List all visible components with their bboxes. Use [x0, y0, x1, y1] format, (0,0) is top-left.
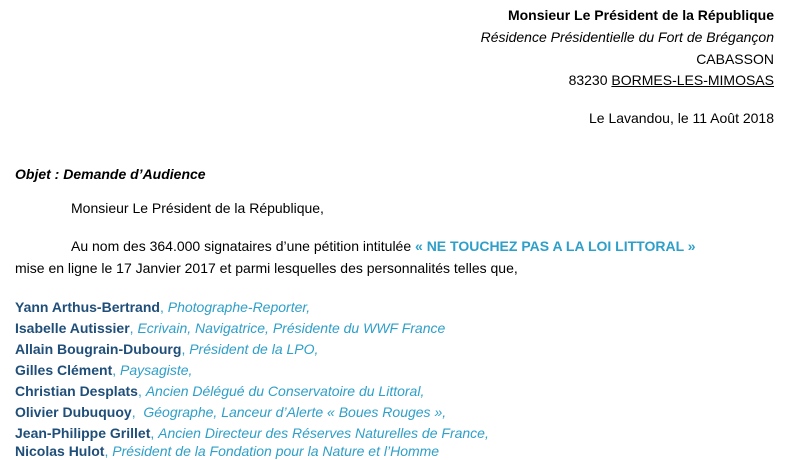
person-role: Ecrivain, Navigatrice, Présidente du WWF France [137, 320, 446, 336]
separator: , [181, 341, 190, 357]
recipient-address [569, 71, 774, 89]
recipient-residence: Résidence Présidentielle du Fort de Brégançon [480, 29, 774, 45]
person-role: Président de la LPO, [189, 341, 319, 357]
separator: , [159, 299, 168, 315]
person-role: Président de la Fondation pour la Nature et l’Homme [112, 443, 440, 459]
person-role: Ancien Délégué du Conservatoire du Littoral, [145, 383, 425, 399]
person-name: Allain Bougrain-Dubourg [15, 341, 182, 357]
list-item [15, 424, 489, 442]
person-name: Christian Desplats [15, 383, 138, 399]
salutation: Monsieur Le Président de la République, [71, 200, 324, 216]
person-role: Géographe, Lanceur d’Alerte « Boues Rouges », [143, 404, 447, 420]
separator: , [150, 425, 159, 441]
person-role: Paysagiste, [120, 362, 193, 378]
person-name: Yann Arthus-Bertrand [15, 299, 160, 315]
separator: , [129, 320, 138, 336]
recipient-title: Monsieur Le Président de la République [507, 7, 774, 23]
person-role: Photographe-Reporter, [167, 299, 311, 315]
list-item [15, 340, 318, 358]
person-name: Gilles Clément [15, 362, 113, 378]
person-name: Isabelle Autissier [15, 320, 130, 336]
person-name: Olivier Dubuquoy [15, 404, 132, 420]
subject-line: Objet : Demande d’Audience [15, 166, 206, 182]
person-name: Nicolas Hulot [15, 443, 105, 459]
list-item [15, 442, 439, 460]
place-date: Le Lavandou, le 11 Août 2018 [588, 110, 774, 126]
list-item [15, 361, 192, 379]
intro-line-1 [71, 237, 696, 255]
recipient-postcode: 83230 [568, 72, 608, 88]
list-item [15, 403, 446, 421]
petition-title: « NE TOUCHEZ PAS A LA LOI LITTORAL » [415, 238, 696, 254]
intro-text: Au nom des 364.000 signataires d’une pétition intitulée [71, 238, 416, 254]
recipient-locality: CABASSON [696, 51, 774, 67]
separator: , [131, 404, 144, 420]
separator: , [112, 362, 121, 378]
person-role: Ancien Directeur des Réserves Naturelles de France, [158, 425, 489, 441]
list-item [15, 298, 310, 316]
recipient-city: BORMES-LES-MIMOSAS [611, 72, 774, 88]
list-item [15, 319, 445, 337]
intro-line-2: mise en ligne le 17 Janvier 2017 et parmi lesquelles des personnalités telles que, [15, 260, 518, 276]
separator: , [137, 383, 146, 399]
person-name: Jean-Philippe Grillet [15, 425, 151, 441]
list-item [15, 382, 424, 400]
separator: , [104, 443, 113, 459]
